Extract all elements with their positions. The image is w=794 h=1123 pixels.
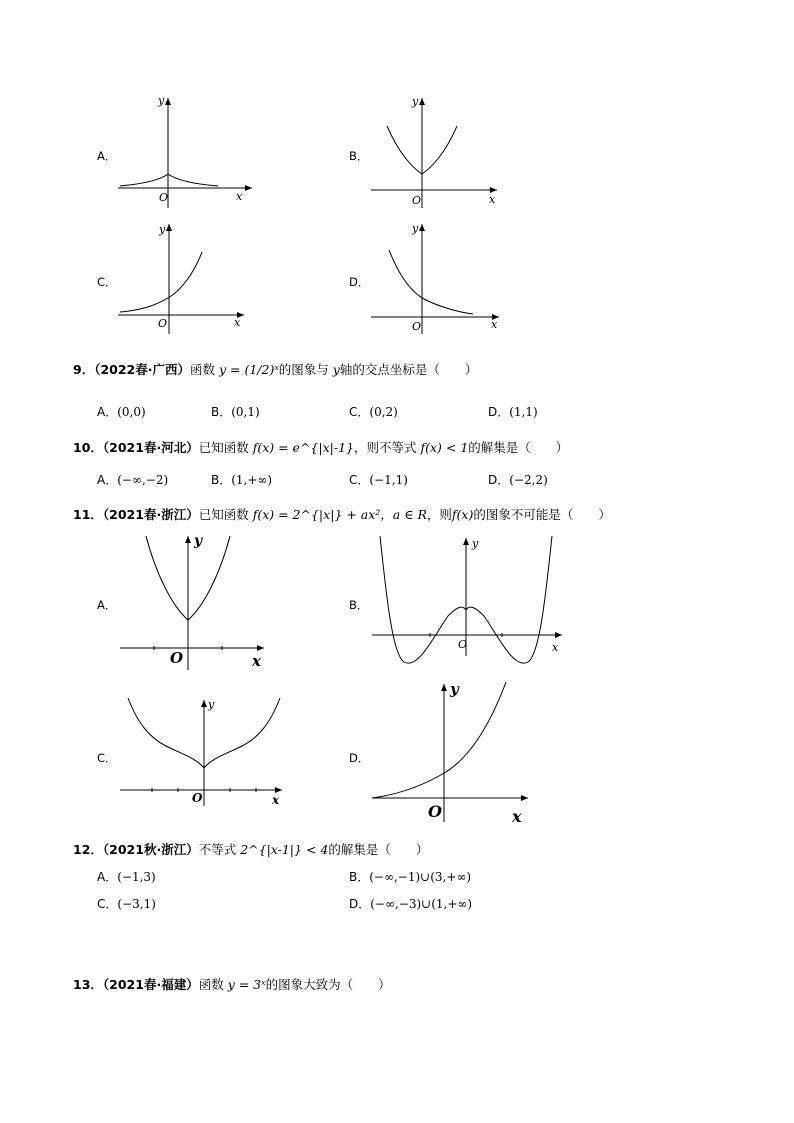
question-source: （2021春·河北） (102, 440, 199, 455)
q10-option-c[interactable]: C．(−1,1) (349, 473, 408, 487)
q10-option-a[interactable]: A．(−∞,−2) (97, 473, 169, 487)
graph-option-d (367, 218, 505, 336)
question-number: 13． (73, 977, 103, 992)
origin-label: O (159, 191, 169, 204)
y-axis-label: y (208, 698, 215, 711)
y-axis-label: y (159, 223, 166, 236)
q11-graph-b[interactable] (368, 532, 568, 666)
origin-label: O (158, 317, 168, 330)
q11-graph-b-label: B． (349, 598, 369, 612)
origin-label: O (192, 791, 203, 805)
x-axis-label: x (252, 652, 261, 670)
graph-option-c-label: C． (97, 275, 117, 289)
question-source: （2021秋·浙江） (102, 842, 199, 857)
x-axis-label: x (489, 193, 496, 206)
graph-option-a-label: A． (97, 149, 117, 163)
q9-option-b[interactable]: B．(0,1) (211, 405, 260, 419)
q11-graph-c[interactable] (116, 694, 288, 808)
y-axis-label: y (194, 533, 203, 549)
x-axis-label: x (552, 641, 559, 654)
question-number: 11． (73, 507, 103, 522)
graph-option-c (114, 220, 250, 336)
y-axis-label: y (412, 95, 419, 108)
question-number: 12． (73, 842, 103, 857)
graph-option-b-label: B． (349, 149, 369, 163)
q11-graph-d-label: D． (349, 751, 370, 765)
x-axis-label: x (272, 793, 280, 807)
q10-option-d[interactable]: D．(−2,2) (488, 473, 548, 487)
question-10: 10．（2021春·河北）已知函数 f(x) = e^{|x|-1}，则不等式 f(x) < 1的解集是（ ） (73, 440, 569, 455)
q11-graph-d[interactable] (370, 678, 534, 824)
question-source: （2022春·广西） (94, 362, 190, 377)
question-13: 13．（2021春·福建）函数 y = 3ˣ的图象大致为（ ） (73, 977, 391, 992)
x-axis-label: x (491, 318, 498, 331)
y-axis-label: y (412, 222, 419, 235)
x-axis-label: x (234, 316, 241, 329)
graph-option-d-label: D． (349, 275, 370, 289)
question-source: （2021春·浙江） (102, 507, 199, 522)
y-axis-label: y (450, 680, 459, 698)
q12-option-b[interactable]: B．(−∞,−1)∪(3,+∞) (349, 870, 472, 884)
q11-graph-a-label: A． (97, 598, 117, 612)
question-11: 11．（2021春·浙江）已知函数 f(x) = 2^{|x|} + ax²，a ∈ R，则f(x)的图象不可能是（ ） (73, 507, 611, 522)
formula: y = (1/2)ˣ (219, 362, 279, 377)
formula: f(x) = 2^{|x|} + ax² (252, 507, 381, 522)
question-number: 9． (73, 362, 95, 377)
origin-label: O (170, 649, 184, 667)
q10-option-b[interactable]: B．(1,+∞) (211, 473, 273, 487)
origin-label: O (458, 638, 468, 651)
formula: 2^{|x-1|} < 4 (240, 842, 329, 857)
graph-option-b (367, 92, 503, 210)
q11-graph-c-label: C． (97, 751, 117, 765)
formula: f(x) = e^{|x|-1} (252, 440, 354, 455)
question-number: 10． (73, 440, 103, 455)
question-12: 12．（2021秋·浙江）不等式 2^{|x-1|} < 4的解集是（ ） (73, 842, 429, 857)
x-axis-label: x (512, 807, 522, 824)
origin-label: O (428, 802, 442, 821)
question-9: 9．（2022春·广西）函数 y = (1/2)ˣ的图象与 y轴的交点坐标是（ ） (73, 362, 478, 377)
y-axis-label: y (158, 94, 165, 107)
q9-option-c[interactable]: C．(0,2) (349, 405, 398, 419)
graph-option-a (112, 92, 258, 210)
origin-label: O (412, 194, 422, 207)
origin-label: O (412, 320, 422, 333)
q12-option-d[interactable]: D．(−∞,−3)∪(1,+∞) (349, 897, 473, 911)
formula: y = 3ˣ (227, 977, 266, 992)
y-axis-label: y (472, 537, 479, 550)
q9-option-a[interactable]: A．(0,0) (97, 405, 146, 419)
q12-option-a[interactable]: A．(−1,3) (97, 870, 156, 884)
q12-option-c[interactable]: C．(−3,1) (97, 897, 156, 911)
x-axis-label: x (236, 190, 243, 203)
q11-graph-a[interactable] (114, 530, 274, 672)
question-source: （2021春·福建） (102, 977, 199, 992)
q9-option-d[interactable]: D．(1,1) (488, 405, 538, 419)
